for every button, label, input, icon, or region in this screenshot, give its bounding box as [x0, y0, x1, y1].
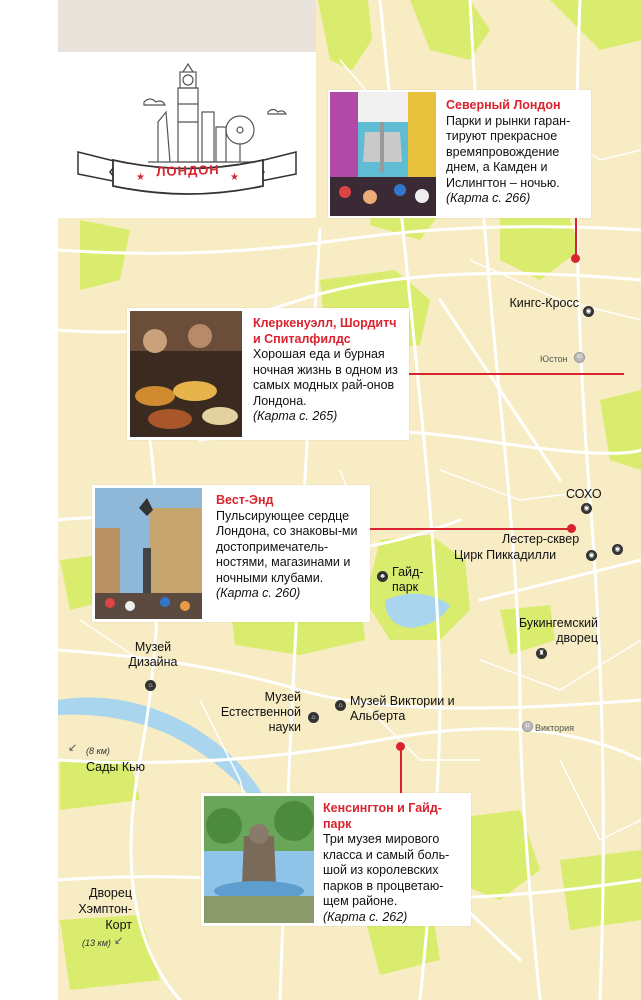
- sight-eye-icon: [612, 544, 623, 555]
- header-band: [58, 0, 316, 52]
- label-kew-gardens[interactable]: Сады Кью: [86, 760, 146, 774]
- photo-camden: [330, 92, 436, 216]
- palace-icon: ♜: [536, 648, 547, 659]
- card-title: Северный Лондон: [446, 98, 561, 112]
- label-leicester-square[interactable]: Лестер-сквер: [502, 532, 580, 546]
- card-title: Вест-Энд: [216, 493, 274, 507]
- sight-eye-icon: [586, 550, 597, 561]
- tube-station-icon: [522, 721, 533, 732]
- map-reference[interactable]: (Карта с. 260): [216, 586, 301, 600]
- card-body: Парки и рынки гаран-тируют прекрасное времяпровождение днем, а Камден и Ислингтон – ночью.: [446, 113, 571, 190]
- label-buckingham[interactable]: Букингемский дворец: [518, 616, 598, 645]
- photo-market-food: [130, 311, 242, 437]
- label-piccadilly[interactable]: Цирк Пиккадилли: [454, 548, 557, 562]
- label-hampton-court[interactable]: Дворец Хэмптон-Корт: [78, 886, 132, 932]
- museum-icon: ⌂: [308, 712, 319, 723]
- card-body: Три музея мирового класса и самый боль-шой из королевских парков в процветаю-щем районе.: [323, 832, 450, 908]
- logo-city-name: ЛОНДОН: [156, 161, 220, 180]
- label-kings-cross[interactable]: Кингс-Кросс: [509, 296, 579, 310]
- park-tree-icon: ♣: [377, 571, 388, 582]
- card-title: Кенсингтон и Гайд-парк: [323, 801, 442, 831]
- arrow-left-icon: ↙: [68, 742, 78, 754]
- tube-station-icon: [574, 352, 585, 363]
- card-clerkenwell[interactable]: [127, 308, 409, 440]
- pointer-line-west-end: [370, 528, 572, 530]
- label-va-museum[interactable]: Музей Виктории и Альберта: [350, 694, 455, 723]
- map-reference[interactable]: (Карта с. 265): [253, 409, 338, 423]
- card-west-end[interactable]: [92, 485, 370, 622]
- card-body: Хорошая еда и бурная ночная жизнь в одном из самых модных рай-онов Лондона.: [253, 347, 398, 408]
- museum-icon: ⌂: [145, 680, 156, 691]
- museum-icon: ⌂: [335, 700, 346, 711]
- hampton-distance: (13 км): [82, 938, 111, 948]
- card-title: Клеркенуэлл, Шордитч и Спиталфилдс: [253, 316, 397, 346]
- city-logo: [58, 52, 316, 218]
- sight-eye-icon: [583, 306, 594, 317]
- label-hyde-park[interactable]: Гайд-парк: [392, 565, 424, 594]
- svg-text:★: ★: [136, 172, 145, 183]
- pointer-line-north: [575, 218, 577, 258]
- label-victoria[interactable]: Виктория: [535, 723, 575, 733]
- pointer-dot-north: [571, 254, 580, 263]
- page-margin: [0, 0, 58, 1000]
- pointer-line-clerkenwell: [409, 373, 624, 375]
- map-reference[interactable]: (Карта с. 262): [323, 909, 408, 924]
- card-kensington[interactable]: [201, 793, 471, 926]
- label-design-museum[interactable]: Музей Дизайна: [128, 640, 178, 669]
- photo-piccadilly: [95, 488, 202, 619]
- photo-fountain: [204, 796, 314, 923]
- map-reference[interactable]: (Карта с. 266): [446, 191, 531, 205]
- arrow-down-left-icon: ↙: [114, 935, 124, 947]
- pointer-dot-kensington: [396, 742, 405, 751]
- label-natural-history[interactable]: Музей Естественной науки: [220, 690, 301, 734]
- svg-text:★: ★: [230, 172, 239, 183]
- label-soho[interactable]: СОХО: [566, 487, 602, 501]
- kew-distance: (8 км): [86, 746, 110, 756]
- label-euston[interactable]: Юстон: [540, 354, 568, 364]
- pointer-line-kensington: [400, 747, 402, 793]
- skyline-icon: [58, 52, 316, 218]
- sight-eye-icon: [581, 503, 592, 514]
- card-north-london[interactable]: [328, 90, 591, 218]
- card-body: Пульсирующее сердце Лондона, со знаковы-ми достопримечатель-ностями, магазинами и ночными клубами.: [216, 508, 358, 585]
